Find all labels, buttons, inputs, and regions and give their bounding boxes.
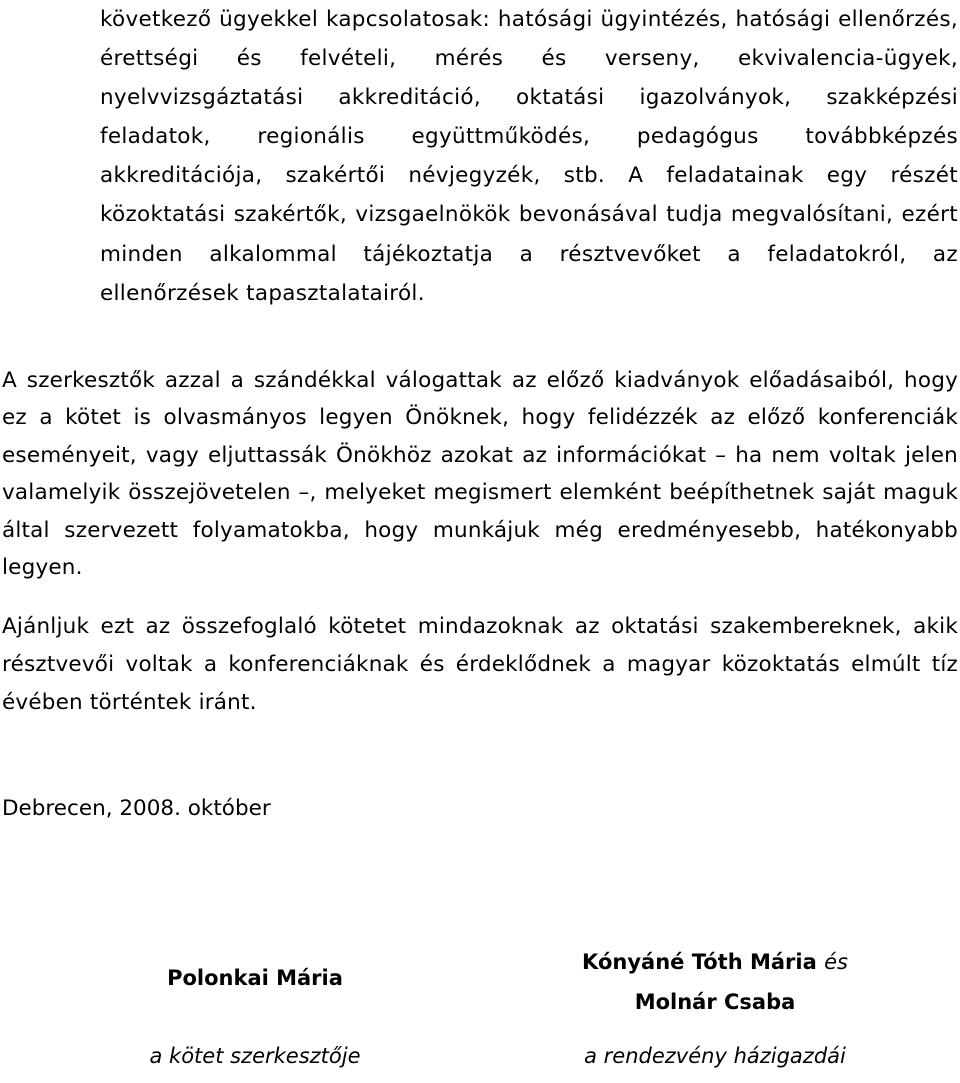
signer-name-line-2: Molnár Csaba (634, 990, 796, 1014)
conjunction: és (824, 950, 848, 974)
paragraph-3: Ajánljuk ezt az összefoglaló kötetet mindazoknak az oktatási szakembereknek, akik résztvevői voltak a konferenciáknak és érdeklődnek a magyar közoktatás elmúlt tíz évében történtek iránt. (2, 614, 958, 715)
paragraph-1: következő ügyekkel kapcsolatosak: hatósági ügyintézés, hatósági ellenőrzés, érettségi és felvételi, mérés és verseny, ekvivalencia-ügyek, nyelvvizsgáztatási akkreditáció, oktatási igazolványok, szakképzési feladatok, regionális együttműködés, pedagógus továbbképzés akkreditációja, szakértői névjegyzék, stb. A feladatainak egy részét közoktatási szakértők, vizsgaelnökök bevonásával tudja megvalósítani, ezért minden alkalommal tájékoztatja a résztvevőket a feladatokról, az ellenőrzések tapasztalatairól. (100, 7, 958, 306)
signer-name-line-1 (540, 950, 890, 974)
signer-role: a rendezvény házigazdái (584, 1044, 846, 1068)
paragraph-2: A szerkesztők azzal a szándékkal válogattak az előző kiadványok előadásaiból, hogy ez a kötet is olvasmányos legyen Önöknek, hogy felidézzék az előző konferenciák eseményeit, vagy eljuttassák Önökhöz azokat az információkat – ha nem voltak jelen valamelyik összejövetelen –, melyeket megismert elemként beépíthetnek saját maguk által szervezett folyamatokba, hogy munkájuk még eredményesebb, hatékonyabb legyen. (2, 368, 958, 581)
signer-name-first: Kónyáné Tóth Mária (582, 950, 817, 974)
dateline: Debrecen, 2008. október (2, 796, 271, 821)
signer-name: Polonkai Mária (167, 966, 343, 990)
signer-role: a kötet szerkesztője (149, 1044, 361, 1068)
